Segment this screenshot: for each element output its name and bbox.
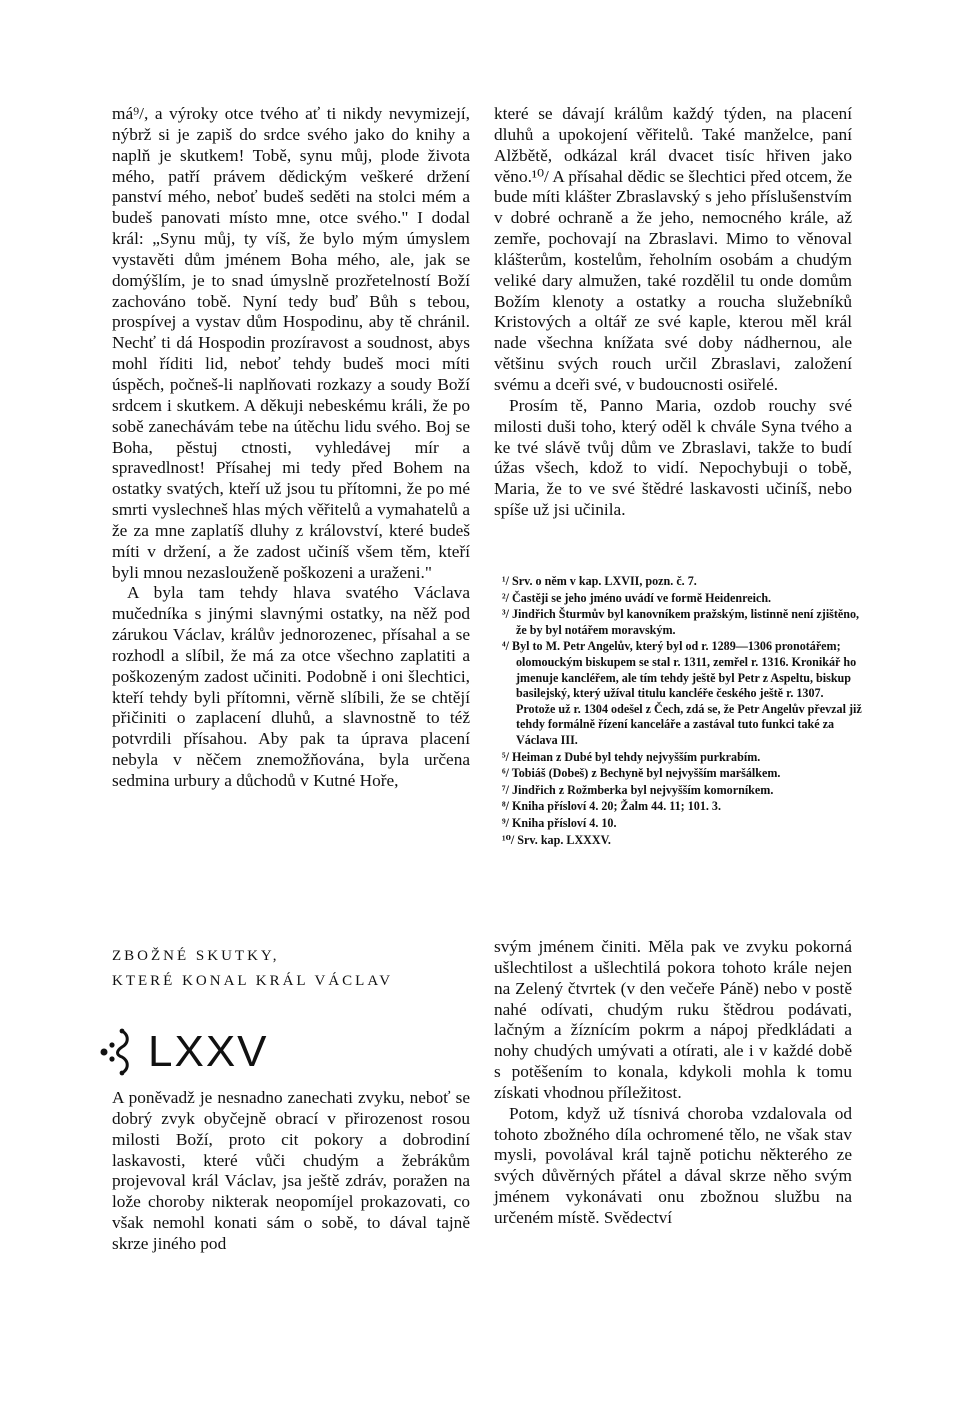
top-left-column [112,104,470,792]
bottom-right-column [494,937,852,1229]
section-heading-line: KTERÉ KONAL KRÁL VÁCLAV [112,973,394,989]
body-paragraph: A byla tam tehdy hlava svatého Václava mučedníka s jinými slavnými ostatky, na něž pod zárukou Václav, králův jednorozenec, přísahal a se rozhodl a slíbil, že má za otce všechno zaplatiti a poškozeným zadost učiniti. Podobně i oni šlechtici, kteří tehdy byli přítomni, věrně slíbili, že se chtějí přičiniti o zaplacení dluhů, a slavnostně to též potvrdili přísahou. Aby pak ta úprava placení nebyla v něčem znemožňována, byla určena sedmina urbury a důchodů v Kutné Hoře, [112,583,470,790]
footnote: ¹⁰/ Srv. kap. LXXXV. [502,832,611,847]
body-paragraph: které se dávají králům každý týden, na placení dluhů a upokojení věřitelů. Také manželce, paní Alžbětě, odkázal král dvacet tisíc hřiven jako věno.¹⁰/ A přísahal dědic se šlechtici před otcem, že bude míti klášter Zbraslavský s jeho příslušenstvím v dobré ochraně a že jeho, nemocného krále, až zemře, pochovají na Zbraslavi. Mimo to věnoval klášterům, kostelům, řeholním osobám a chudým veliké dary almužen, také rozdělil tu onde domům Božím klenoty a ostatky a roucha služebníků Kristových a oltář ze své kaple, kterou měl král nade všechna knížata své doby nádhernou, ale většinu svých rouch určil Zbraslavi, založení svému a dceři své, v budoucnosti osiřelé. [494,104,852,394]
section-heading [112,944,472,994]
footnote: ⁹/ Kniha přísloví 4. 10. [502,815,617,830]
top-right-column [494,104,852,521]
body-paragraph: Prosím tě, Panno Maria, ozdob rouchy své milosti duši toho, který oděl k chvále Syna tvého a ke tvé slávě tvůj dům ve Zbraslavi, takže to budí úžas všech, kdož to vidí. Nepochybuji o tobě, Maria, že to ve své štědré laskavosti učiníš, nebo spíše už jsi učinila. [494,395,852,520]
footnote: ⁷/ Jindřich z Rožmberka byl nejvyšším komorníkem. [502,782,774,797]
body-paragraph: Potom, když už tísnivá choroba vzdalovala od tohoto zbožného díla ochromené tělo, ne však stav mysli, povolával král tajně potichu některého ze svých důvěrných přátel a dával skrze něho svým jménem vykonávati onu zbožnou službu na určeném místě. Svědectví [494,1103,852,1227]
footnote: ⁵/ Heiman z Dubé byl tehdy nejvyšším purkrabím. [502,749,761,764]
section-heading-line: ZBOŽNÉ SKUTKY, [112,948,280,964]
chapter-title [98,1024,269,1080]
chapter-number: LXXV [148,1027,269,1076]
bottom-left-column [112,1088,470,1255]
footnote: ²/ Častěji se jeho jméno uvádí ve formě Heidenreich. [502,590,772,605]
body-paragraph: svým jménem činiti. Měla pak ve zvyku pokorná ušlechtilost a ušlechtilá pokora tohoto krále nejen na Zelený čtvrtek (v den večeře Páně) nebo v postě nahé odívati, chudým ruku štědrou podávati, lačným a žíznícím pokrm a nápoj předkládati a nohy chudých umývati a otírati, ale i v každé době s potěšením to konala, kdykoli mohla k tomu získati vhodnou příležitost. [494,937,852,1102]
footnote: ⁴/ Byl to M. Petr Angelův, který byl od r. 1289—1306 pronotářem; olomouckým biskupem se stal r. 1311, zemřel r. 1316. Kronikář ho jmenuje kancléřem, ale tím tehdy ještě byl Petr z Aspeltu, biskup basilejský, který užíval titulu kancléře českého ještě r. 1307. Protože už r. 1304 odešel z Čech, zdá se, že Petr Angelův převzal již tehdy formálně řízení kanceláře a zastával tuto funkci také za Václava III. [502,639,862,747]
footnote: ⁶/ Tobiáš (Dobeš) z Bechyně byl nejvyšším maršálkem. [502,766,781,781]
footnote: ⁸/ Kniha přísloví 4. 20; Žalm 44. 11; 101. 3. [502,799,721,814]
fleuron-ornament-icon [98,1025,136,1079]
footnote: ¹/ Srv. o něm v kap. LXVII, pozn. č. 7. [502,574,697,588]
footnotes [494,574,862,849]
body-paragraph: A poněvadž je nesnadno zanechati zvyku, neboť se dobrý zvyk obyčejně obrací v přirozenost rosou milosti Boží, proto cit pokory a dobrodiní laskavosti, které vůči chudým a žebrákům projevoval král Václav, jsa ještě zdráv, poražen na lože choroby nikterak neopomíjel prokazovati, co však nemohl konati sám o sobě, to dával tajně skrze jiného pod [112,1088,470,1253]
footnote: ³/ Jindřich Šturmův byl kanovníkem pražským, listinně není zjištěno, že by byl notářem moravským. [502,607,860,637]
body-paragraph: má⁹/, a výroky otce tvého ať ti nikdy nevymizejí, nýbrž si je zapiš do srdce svého jako do knihy a naplň je skutkem! Tobě, synu můj, plode života mého, patří právem dědickým veškeré držení panství mého, neboť budeš seděti na stolci mém a budeš panovati místo mne, otce svého." I dodal král: „Synu můj, ty víš, že bylo mým úmyslem vystavěti dům jménem Boha mého, ale, jak se domýšlím, je to snad úmyslně prozřetelností Boží zachováno tobě. Nyní tedy buď Bůh s tebou, prospívej a vystav dům Hospodinu, aby tě chránil. Nechť ti dá Hospodin prozíravost a soudnost, abys mohl říditi lid, neboť tehdy budeš moci míti úspěch, počneš-li naplňovati rozkazy a soudy Boží srdcem i skutkem. A děkuji nebeskému králi, že po sobě zanechávám tebe na útěchu lidu svého. Boj se Boha, pěstuj ctnosti, vyhledávej mír a spravedlnost! Přísahej mi tedy před Bohem na ostatky svatých, kteří už jsou tu přítomni, že po mé smrti vyslechneš hlas mých věřitelů a vymahatelů a že za mne zaplatíš dluhy z království, které budeš míti v držení, a že zadost učiníš všem těm, kteří byli mnou nezaslouženě poškozeni a uraženi." [112,104,470,582]
